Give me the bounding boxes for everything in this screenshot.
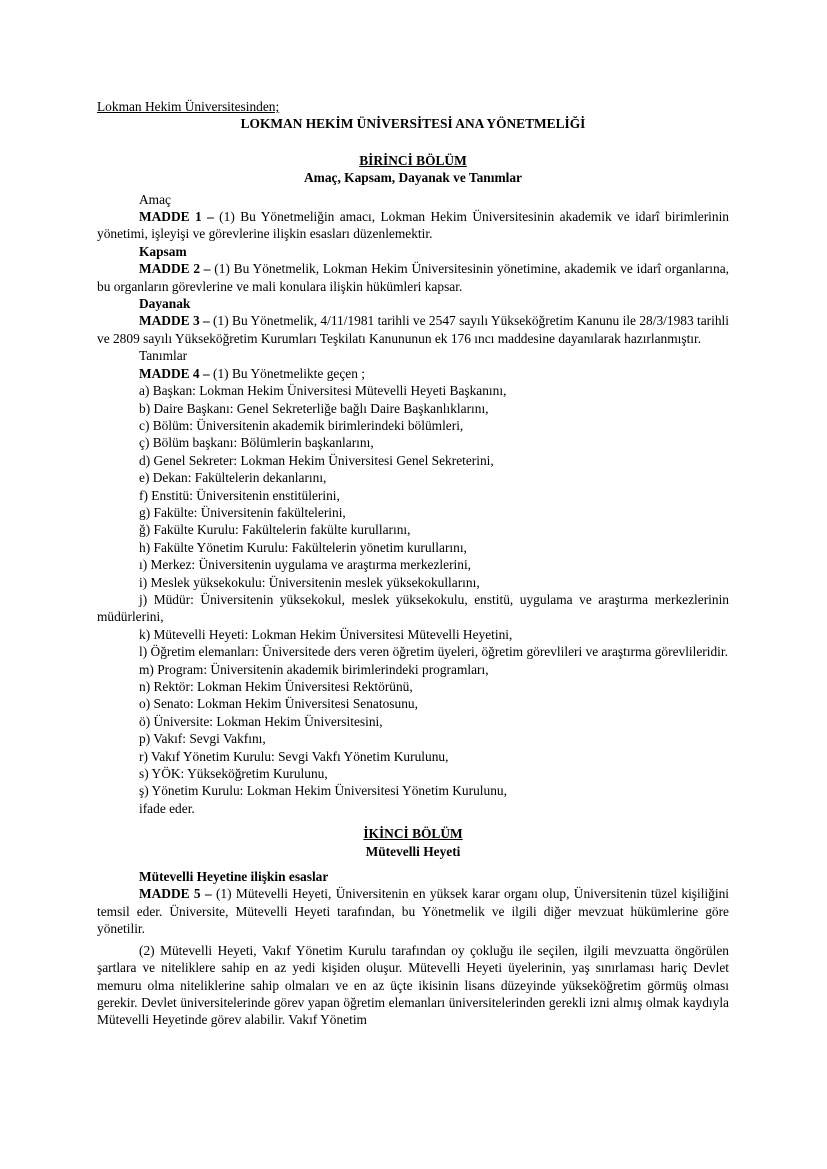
article-3 <box>97 312 729 347</box>
article-5-text-1: (1) Mütevelli Heyeti, Üniversitenin en yüksek karar organı olup, Üniversitenin tüzel kişiliğini temsil eder. Üniversite, Mütevelli Heyeti tarafından, bu Yönetmelik ve ilgili diğer mevzuat hükümlerine göre yönetilir. <box>97 886 729 937</box>
section-heading-dayanak: Dayanak <box>139 296 191 312</box>
article-5-paragraph-2: (2) Mütevelli Heyeti, Vakıf Yönetim Kurulu tarafından oy çokluğu ile seçilen, ilgili mevzuatta öngörülen şartlara ve niteliklere sahip en az yedi kişiden oluşur. Mütevelli Heyeti üyelerinin, yaş sınırlaması hariç Devlet memuru olma niteliklerine sahip olmaları ve en az üçte ikisinin lisans düzeyinde yükseköğretim görmüş olması gerekir. Devlet üniversitelerinde görev yapan öğretim elemanları üniversitelerinden gerekli izni almış olmak kaydıyla Mütevelli Heyetinde görev alabilir. Vakıf Yönetim <box>97 942 729 1028</box>
part-one-subtitle: Amaç, Kapsam, Dayanak ve Tanımlar <box>304 170 522 186</box>
definition-item: p) Vakıf: Sevgi Vakfını, <box>139 731 266 747</box>
definition-item: o) Senato: Lokman Hekim Üniversitesi Senatosunu, <box>139 696 418 712</box>
article-2-label: MADDE 2 – <box>139 261 211 277</box>
definition-item: f) Enstitü: Üniversitenin enstitülerini, <box>139 487 340 503</box>
definition-item: ğ) Fakülte Kurulu: Fakültelerin fakülte kurullarını, <box>139 522 411 538</box>
article-1 <box>97 208 729 243</box>
definition-item: d) Genel Sekreter: Lokman Hekim Üniversitesi Genel Sekreterini, <box>139 452 494 468</box>
definition-item: l) Öğretim elemanları: Üniversitede ders veren öğretim üyeleri, öğretim görevlileri ve araştırma görevlileridir. <box>139 644 728 660</box>
definition-item: k) Mütevelli Heyeti: Lokman Hekim Üniversitesi Mütevelli Heyetini, <box>139 626 513 642</box>
definition-item: e) Dekan: Fakültelerin dekanlarını, <box>139 470 327 486</box>
definition-item: ş) Yönetim Kurulu: Lokman Hekim Üniversitesi Yönetim Kurulunu, <box>139 783 507 799</box>
section-heading-amac: Amaç <box>139 191 171 207</box>
article-5-label: MADDE 5 – <box>139 886 212 902</box>
definition-item: s) YÖK: Yükseköğretim Kurulunu, <box>139 766 328 782</box>
definition-item: ı) Merkez: Üniversitenin uygulama ve araştırma merkezlerini, <box>139 557 472 573</box>
document-title: LOKMAN HEKİM ÜNİVERSİTESİ ANA YÖNETMELİĞİ <box>240 116 586 132</box>
definitions-list <box>97 382 729 817</box>
part-one-heading: BİRİNCİ BÖLÜM <box>359 152 467 168</box>
part-two-subtitle: Mütevelli Heyeti <box>365 843 461 859</box>
definition-item: g) Fakülte: Üniversitenin fakültelerini, <box>139 504 346 520</box>
article-3-text: (1) Bu Yönetmelik, 4/11/1981 tarihli ve 2547 sayılı Yükseköğretim Kanunu ile 28/3/1983 tarihli ve 2809 sayılı Yükseköğretim Kurumları Teşkilatı Kanununun ek 176 ıncı maddesine dayanılarak hazırlanmıştır. <box>97 313 729 346</box>
definition-item: h) Fakülte Yönetim Kurulu: Fakültelerin yönetim kurullarını, <box>139 539 467 555</box>
definition-item: c) Bölüm: Üniversitenin akademik birimlerindeki bölümleri, <box>139 417 464 433</box>
definition-item: b) Daire Başkanı: Genel Sekreterliğe bağlı Daire Başkanlıklarını, <box>139 400 489 416</box>
article-2-text: (1) Bu Yönetmelik, Lokman Hekim Üniversitesinin yönetimine, akademik ve idarî organlarına, bu organların görevlerine ve mali konulara ilişkin hükümleri kapsar. <box>97 261 729 294</box>
article-1-text: (1) Bu Yönetmeliğin amacı, Lokman Hekim Üniversitesinin akademik ve idarî birimlerinin yönetimi, işleyişi ve görevlerine ilişkin esasları düzenlemektir. <box>97 209 729 242</box>
definition-item: m) Program: Üniversitenin akademik birimlerindeki programları, <box>139 661 489 677</box>
definition-item: a) Başkan: Lokman Hekim Üniversitesi Mütevelli Heyeti Başkanını, <box>139 383 507 399</box>
article-4 <box>97 365 729 382</box>
definition-closing: ifade eder. <box>139 800 195 816</box>
definition-item: ö) Üniversite: Lokman Hekim Üniversitesini, <box>139 713 383 729</box>
section-gap <box>97 817 729 825</box>
definition-item: ç) Bölüm başkanı: Bölümlerin başkanlarını, <box>139 435 374 451</box>
section-heading-kapsam: Kapsam <box>139 243 187 259</box>
article-5-paragraph-1 <box>97 885 729 937</box>
definition-item: r) Vakıf Yönetim Kurulu: Sevgi Vakfı Yönetim Kurulunu, <box>139 748 449 764</box>
article-3-label: MADDE 3 – <box>139 313 210 329</box>
article-2 <box>97 260 729 295</box>
section-gap <box>97 860 729 868</box>
article-4-label: MADDE 4 – <box>139 365 210 381</box>
definition-item: j) Müdür: Üniversitenin yüksekokul, meslek yüksekokulu, enstitü, uygulama ve araştırma merkezlerinin müdürlerini, <box>97 591 729 625</box>
source-line: Lokman Hekim Üniversitesinden; <box>97 99 280 114</box>
article-4-text: (1) Bu Yönetmelikte geçen ; <box>209 365 365 381</box>
section-heading-mutevelli: Mütevelli Heyetine ilişkin esaslar <box>139 869 329 885</box>
definition-item: i) Meslek yüksekokulu: Üniversitenin meslek yüksekokullarını, <box>139 574 480 590</box>
article-1-label: MADDE 1 – <box>139 209 214 225</box>
section-heading-tanimlar: Tanımlar <box>139 348 188 364</box>
document-page <box>97 98 729 1029</box>
part-two-heading: İKİNCİ BÖLÜM <box>363 826 463 842</box>
definition-item: n) Rektör: Lokman Hekim Üniversitesi Rektörünü, <box>139 679 413 694</box>
